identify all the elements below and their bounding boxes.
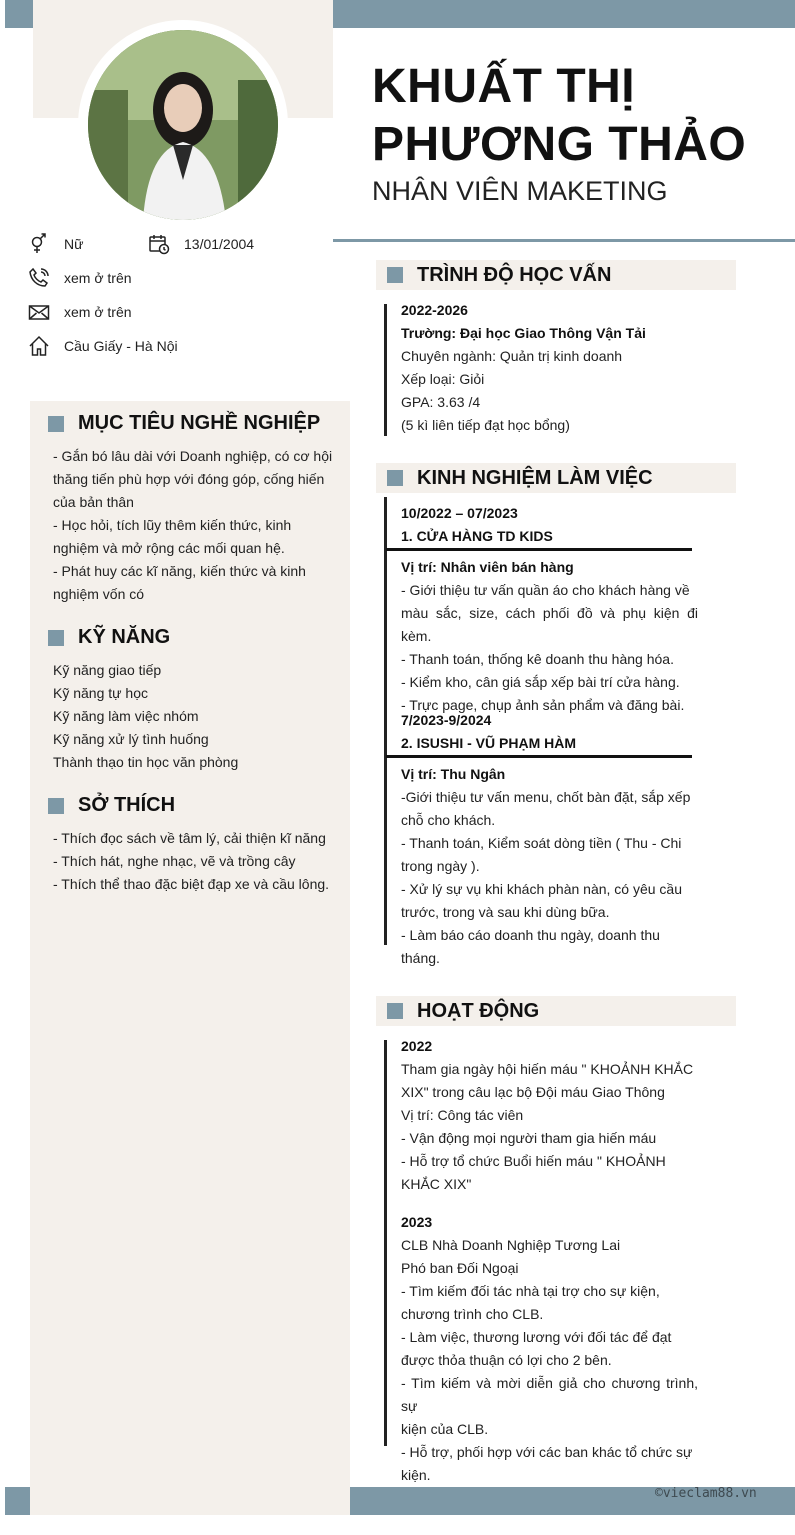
hobbies-list [53,827,343,896]
activity-line: kiện. [401,1467,431,1483]
heading-marker-icon [387,1003,403,1019]
header-divider [333,239,795,242]
education-title: TRÌNH ĐỘ HỌC VẤN [417,263,612,286]
avatar [88,30,278,220]
education-line: Chuyên ngành: Quản trị kinh doanh [401,348,623,364]
education-line: GPA: 3.63 /4 [401,394,481,410]
skill-item: Kỹ năng xử lý tình huống [53,731,209,747]
education-school: Trường: Đại học Giao Thông Vận Tải [401,325,646,341]
skill-item: Kỹ năng tự học [53,685,148,701]
name-line-1: KHUẤT THỊ [372,60,636,113]
heading-marker-icon [48,416,64,432]
job-line: - Làm báo cáo doanh thu ngày, doanh thu [401,927,660,943]
activity-line: - Tìm kiếm đối tác nhà tại trợ cho sự kiện, [401,1283,660,1299]
objective-line: - Gắn bó lâu dài với Doanh nghiệp, có cơ hội [53,448,333,464]
job-line: chỗ cho khách. [401,812,496,828]
skill-item: Thành thạo tin học văn phòng [53,754,239,770]
experience-heading [376,463,736,493]
contact-email [28,301,132,323]
education-period: 2022-2026 [401,302,468,318]
job-company: 2. ISUSHI - VŨ PHẠM HÀM [401,735,577,751]
job-line: - Thanh toán, Kiểm soát dòng tiền ( Thu - Chi [401,835,682,851]
education-heading [376,260,736,290]
objective-line: nghiệm vốn có [53,586,145,602]
job-line: - Kiểm kho, cân giá sắp xếp bài trí cửa hàng. [401,674,680,690]
job-period: 10/2022 – 07/2023 [401,505,518,521]
objective-title: MỤC TIÊU NGHỀ NGHIỆP [78,412,321,434]
activity-year: 2023 [401,1214,433,1230]
objective-line: thăng tiến phù hợp với đóng góp, cống hiến [53,471,325,487]
activities-title: HOẠT ĐỘNG [417,999,540,1022]
job-line: -Giới thiệu tư vấn menu, chốt bàn đặt, sắp xếp [401,789,691,805]
job-line: màu sắc, size, cách phối đồ và phụ kiện đi kèm. [401,605,698,644]
candidate-name [372,58,746,174]
job-line: trước, trong và sau khi dùng bữa. [401,904,610,920]
objective-text [53,445,335,606]
phone-value[interactable]: xem ở trên [64,270,132,286]
hobbies-title: SỞ THÍCH [78,794,176,816]
experience-title: KINH NGHIỆM LÀM VIỆC [417,466,653,489]
job-line: trong ngày ). [401,858,480,874]
job-line: - Thanh toán, thống kê doanh thu hàng hóa. [401,651,674,667]
address-value: Cầu Giấy - Hà Nội [64,338,178,354]
education-timeline [384,304,387,436]
job-2-divider [386,755,692,758]
education-line: Xếp loại: Giỏi [401,371,485,387]
activity-line: - Làm việc, thương lương với đối tác để đạt [401,1329,672,1345]
contact-address [28,335,178,357]
hobby-item: - Thích thể thao đặc biệt đạp xe và cầu lông. [53,876,330,892]
job-2-body [401,763,698,970]
job-company: 1. CỬA HÀNG TD KIDS [401,528,553,544]
objective-line: - Phát huy các kĩ năng, kiến thức và kinh [53,563,306,579]
job-position: Vị trí: Nhân viên bán hàng [401,559,574,575]
heading-marker-icon [48,798,64,814]
activities-heading [376,996,736,1026]
experience-timeline [384,497,387,945]
phone-icon [28,267,50,289]
objective-line: của bản thân [53,494,134,510]
name-line-2: PHƯƠNG THẢO [372,118,747,171]
activities-timeline [384,1040,387,1446]
activity-line: - Vận động mọi người tham gia hiến máu [401,1130,657,1146]
job-line: - Giới thiệu tư vấn quần áo cho khách hàng về [401,582,690,598]
hobbies-heading [48,794,175,817]
birthdate-value: 13/01/2004 [184,236,255,252]
hobby-item: - Thích hát, nghe nhạc, vẽ và trồng cây [53,853,296,869]
job-2-header [401,709,701,755]
job-period: 7/2023-9/2024 [401,712,492,728]
skill-item: Kỹ năng giao tiếp [53,662,162,678]
job-line: - Trực page, chụp ảnh sản phẩm và đăng bài. [401,697,685,713]
skills-list [53,659,335,774]
skills-heading [48,626,170,649]
education-body [401,299,701,437]
job-1-header [401,502,701,548]
skills-title: KỸ NĂNG [78,626,171,648]
activity-line: được thỏa thuận có lợi cho 2 bên. [401,1352,612,1368]
activity-line: - Hỗ trợ tổ chức Buổi hiến máu " KHOẢNH [401,1153,666,1169]
activity-line: CLB Nhà Doanh Nghiệp Tương Lai [401,1237,621,1253]
objective-heading [48,412,320,435]
activity-line: Phó ban Đối Ngoại [401,1260,519,1276]
activity-line: Tham gia ngày hội hiến máu " KHOẢNH KHẮC [401,1061,694,1077]
activity-year: 2022 [401,1038,433,1054]
objective-line: nghiệm và mở rộng các mối quan hệ. [53,540,285,556]
contact-phone [28,267,132,289]
job-1-body [401,556,698,717]
heading-marker-icon [387,470,403,486]
job-position: Vị trí: Thu Ngân [401,766,506,782]
activity-line: chương trình cho CLB. [401,1306,544,1322]
gender-icon [28,233,50,255]
watermark: ©vieclam88.vn [655,1486,757,1501]
activity-line: Vị trí: Công tác viên [401,1107,524,1123]
education-line: (5 kì liên tiếp đạt học bổng) [401,417,570,433]
job-line: - Xử lý sự vụ khi khách phàn nàn, có yêu cầu [401,881,683,897]
activity-line: XIX" trong câu lạc bộ Đội máu Giao Thông [401,1084,665,1100]
email-value[interactable]: xem ở trên [64,304,132,320]
objective-line: - Học hỏi, tích lũy thêm kiến thức, kinh [53,517,292,533]
skill-item: Kỹ năng làm việc nhóm [53,708,199,724]
activity-2022 [401,1035,698,1196]
job-line: tháng. [401,950,440,966]
email-icon [28,301,50,323]
heading-marker-icon [387,267,403,283]
gender-value: Nữ [64,236,84,252]
job-title: NHÂN VIÊN MAKETING [372,176,668,206]
heading-marker-icon [48,630,64,646]
activity-line: - Tìm kiếm và mời diễn giả cho chương trình, sự [401,1375,698,1414]
activity-line: - Hỗ trợ, phối hợp với các ban khác tổ chức sự [401,1444,693,1460]
activity-2023 [401,1211,698,1487]
contact-gender [28,233,83,255]
activity-line: KHẮC XIX" [401,1176,472,1192]
hobby-item: - Thích đọc sách về tâm lý, cải thiện kĩ năng [53,830,326,846]
home-icon [28,335,50,357]
calendar-icon [148,233,170,255]
job-1-divider [386,548,692,551]
contact-birthdate [148,233,254,255]
activity-line: kiện của CLB. [401,1421,489,1437]
